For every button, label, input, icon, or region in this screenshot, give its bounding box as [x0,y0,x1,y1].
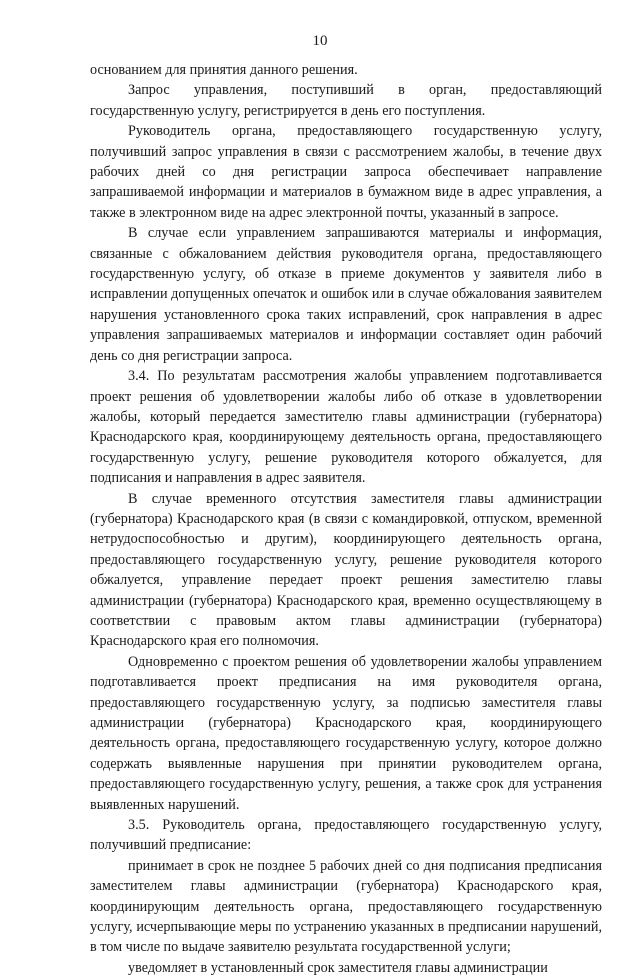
paragraph-temporary-absence: В случае временного отсутствия заместителя главы администрации (губернатора) Краснодарского края (в связи с командировкой, отпуском, временной нетрудоспособностью и другим), координирующего деятельность органа, предоставляющего государственную услугу, решение руководителя которого обжалуется, управление передает проект решения заместителю главы администрации (губернатора) Краснодарского края, временно осуществляющему в соответствии с правовым актом главы администрации (губернатора) Краснодарского края его полномочия. [90,490,602,650]
paragraph-section-3-4: 3.4. По результатам рассмотрения жалобы управлением подготавливается проект решения об удовлетворении жалобы либо об отказе в удовлетворении жалобы, который передается заместителю главы администрации (губернатора) Краснодарского края, координирующему деятельность органа, предоставляющего государственную услугу, решение руководителя которого обжалуется, для подписания и направления в адрес заявителя. [90,368,602,487]
paragraph-one-day-deadline: В случае если управлением запрашиваются материалы и информация, связанные с обжалованием действия руководителя органа, предоставляющего государственную услугу, об отказе в приеме документов у заявителя либо в исправлении допущенных опечаток и ошибок или в случае обжалования заявителем нарушения установленного срока таких исправлений, срок направления в адрес управления запрашиваемых материалов и информации составляет один рабочий день со дня регистрации запроса. [90,225,602,364]
paragraph-takes-measures: принимает в срок не позднее 5 рабочих дней со дня подписания предписания заместителем главы администрации (губернатора) Краснодарского края, координирующим деятельность органа, предоставляющего государственную услугу, исчерпывающие меры по устранению указанных в предписании нарушений, в том числе по выдаче заявителю результата государственной услуги; [90,857,602,956]
paragraph-head-response: Руководитель органа, предоставляющего государственную услугу, получивший запрос управления в связи с рассмотрением жалобы, в течение двух рабочих дней со дня регистрации запроса обеспечивает направление запрашиваемой информации и материалов в бумажном виде в адрес управления, а также в электронном виде на адрес электронной почты, указанный в запросе. [90,123,602,221]
paragraph-notifies: уведомляет в установленный срок заместителя главы администрации [128,959,548,976]
paragraph-request-registration: Запрос управления, поступивший в орган, предоставляющий государственную услугу, регистрируется в день его поступления. [90,82,602,119]
document-body [90,60,602,978]
paragraph-continuation: основанием для принятия данного решения. [90,62,358,78]
paragraph-order-draft: Одновременно с проектом решения об удовлетворении жалобы управлением подготавливается проект предписания на имя руководителя органа, предоставляющего государственную услугу, за подписью заместителя главы администрации (губернатора) Краснодарского края, координирующего деятельность органа, предоставляющего государственную услугу, которое должно содержать выявленные нарушения при принятии руководителем органа, предоставляющего государственную услугу, решения, а также срок для устранения выявленных нарушений. [90,653,602,813]
page-number: 10 [312,33,328,49]
paragraph-section-3-5: 3.5. Руководитель органа, предоставляющего государственную услугу, получивший предписание: [90,817,602,854]
